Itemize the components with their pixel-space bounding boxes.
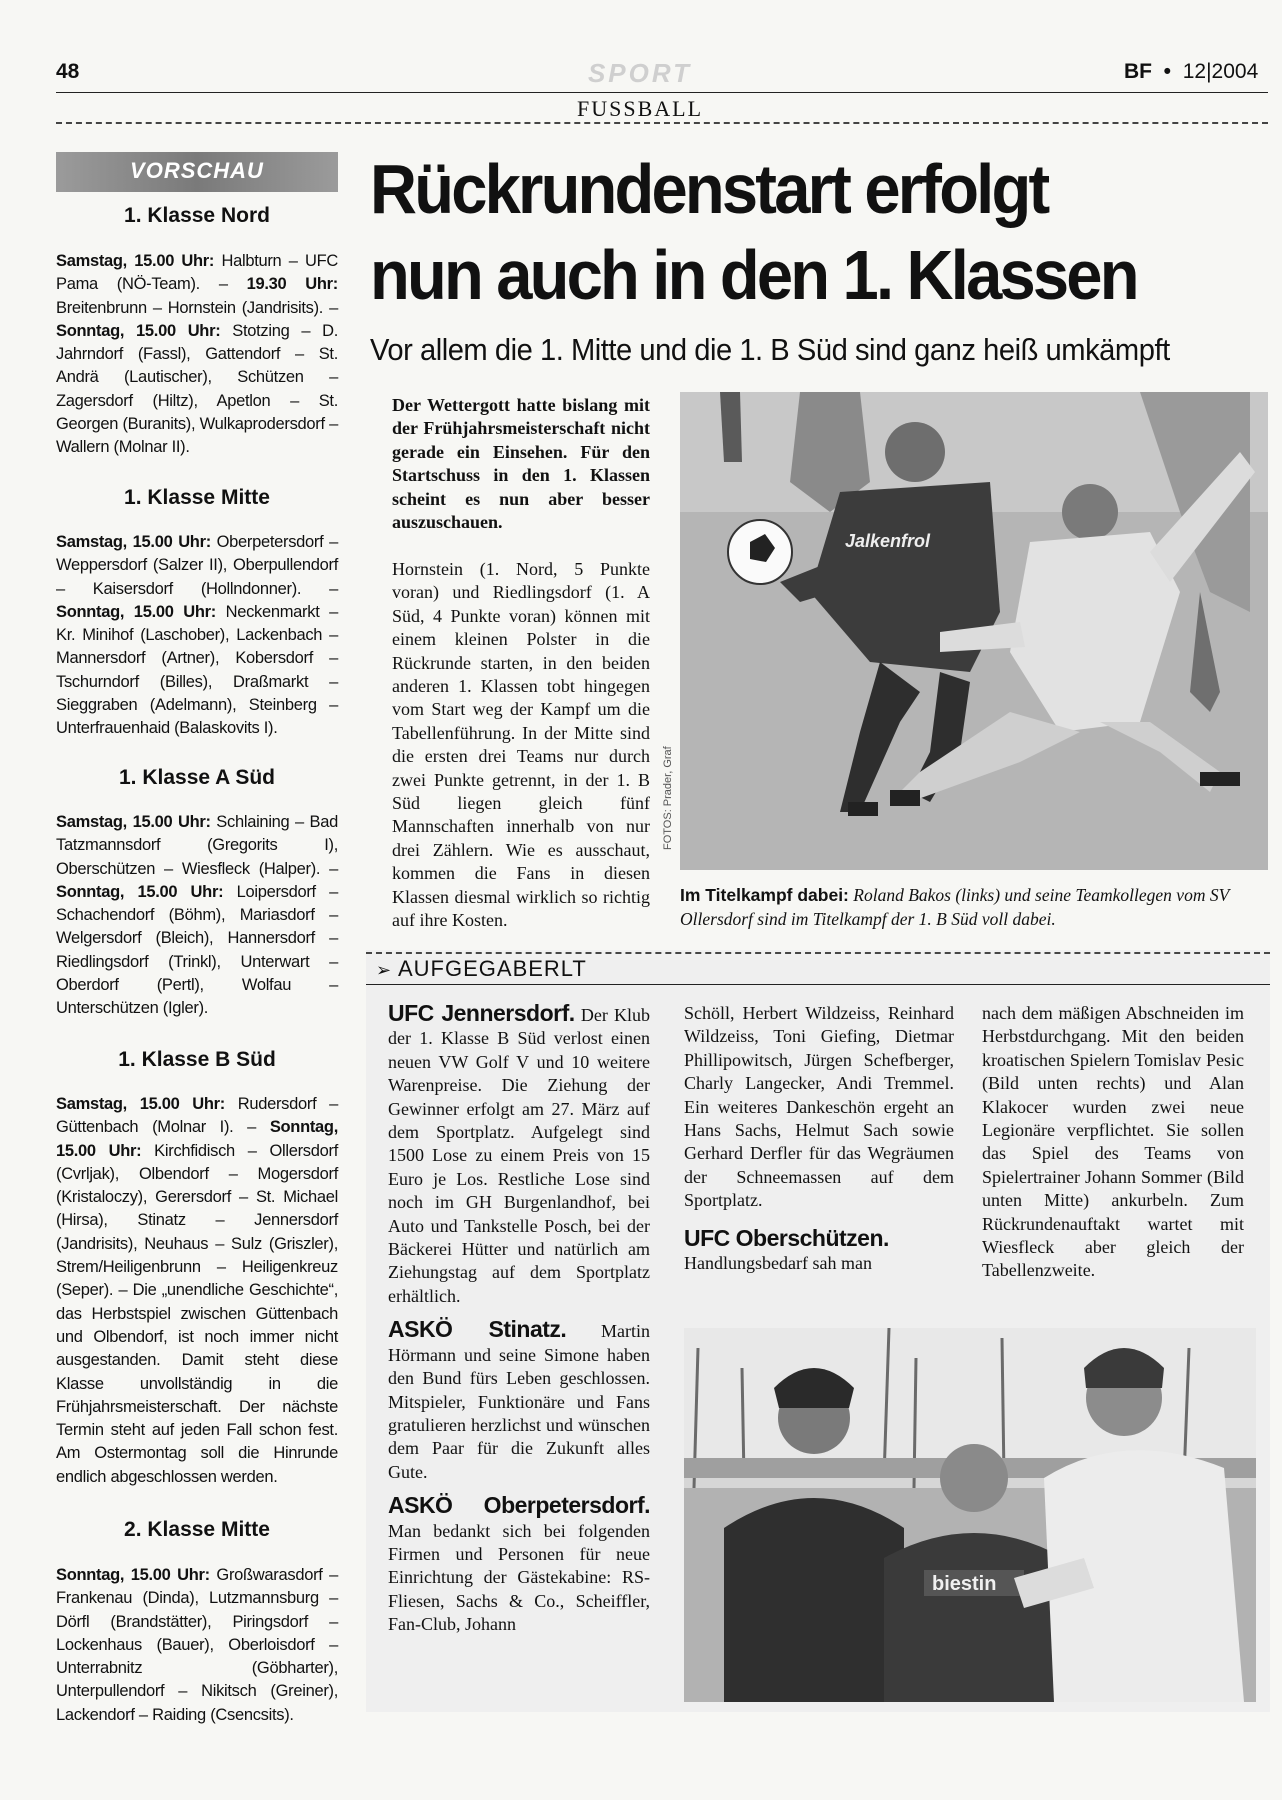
fixture-text: Oberpetersdorf – Weppersdorf (Salzer II), Oberpullendorf – Kaisersdorf (Hollndonner). –: [56, 533, 338, 598]
photo-credit: FOTOS: Prader, Graf: [662, 746, 674, 850]
jersey-sponsor-text: biestin: [932, 1573, 997, 1595]
bullet-separator: •: [1157, 60, 1177, 83]
fixture-time: Sonntag, 15.00 Uhr:: [56, 321, 221, 340]
club-name: UFC Jennersdorf.: [388, 1000, 575, 1026]
group-fixtures: [56, 1564, 338, 1727]
header-dashed-rule: [56, 122, 1268, 124]
subsection-title: FUSSBALL: [576, 96, 704, 121]
section-title: SPORT: [587, 58, 693, 88]
headline-line: nun auch in den 1. Klassen: [370, 236, 1137, 314]
fixture-time: Samstag, 15.00 Uhr:: [56, 813, 211, 831]
club-item: [388, 1002, 650, 1308]
group-heading: 1. Klasse Nord: [124, 204, 270, 227]
aufgegabelt-dashed-rule: [366, 952, 1270, 954]
club-name: ASKÖ Stinatz.: [388, 1316, 567, 1343]
column-text: Handlungsbedarf sah man: [684, 1253, 872, 1274]
issue-number: 12|2004: [1182, 60, 1259, 83]
aufgegabelt-column-3: nach dem mäßigen Abschneiden im Herbstdurchgang. Mit den beiden kroatischen Spielern Tomislav Pesic (Bild unten rechts) und Alan Klakocer wurden zwei neue Legionäre verpflichtet. Sie sollen das Spiel des Teams von Spielertrainer Johann Sommer (Bild unten Mitte) ankurbeln. Zum Rückrundenauftakt wartet mit Wiesfleck aber gleich der Tabellenzweite.: [982, 1003, 1244, 1281]
fixture-text: Breitenbrunn – Hornstein (Jandrisits). –: [56, 298, 338, 317]
fixture-time: Sonntag, 15.00 Uhr:: [56, 1118, 338, 1160]
group-heading: 1. Klasse A Süd: [118, 766, 275, 789]
headline-line: Rückrundenstart erfolgt: [370, 150, 1048, 228]
match-photo-illustration: [680, 392, 1268, 870]
fixture-text: Stotzing – D. Jahrndorf (Fassl), Gattendorf – St. Andrä (Lautischer), Schützen – Zagersdorf (Hiltz), Apetlon – St. Georgen (Buranits), Wulkaprodersdorf – Wallern (Molnar II).: [56, 321, 338, 457]
group-heading: 1. Klasse Mitte: [124, 486, 270, 509]
header-rule: [56, 92, 1268, 93]
fixture-time: Samstag, 15.00 Uhr:: [56, 1095, 225, 1113]
aufgegabelt-header: [376, 956, 587, 982]
caption-text: Roland Bakos (links) und seine Teamkollegen vom SV Ollersdorf sind im Titelkampf der 1. B Süd voll dabei.: [680, 885, 1229, 929]
aufgegabelt-rule: [366, 984, 1270, 985]
article-lead: Der Wettergott hatte bislang mit der Frühjahrsmeisterschaft nicht gerade ein Einsehen. Für den Startschuss in den 1. Klassen scheint es nun aber besser auszuschauen.: [392, 395, 650, 533]
publication-name: BF: [1124, 60, 1152, 83]
vorschau-banner: [56, 152, 338, 192]
club-text: Man bedankt sich bei folgenden Firmen und Personen für neue Einrichtung der Gästekabine: RS-Fliesen, Sachs & Co., Scheiffler, Fan-Club, Johann: [388, 1520, 650, 1635]
page-number: 48: [56, 60, 80, 83]
group-fixtures: [56, 250, 338, 460]
group-fixtures: [56, 531, 338, 741]
aufgegabelt-column-1: [388, 1002, 650, 1637]
club-text: Der Klub der 1. Klasse B Süd verlost einen neuen VW Golf V und 10 weitere Warenpreise. Die Ziehung der Gewinner erfolgt am 27. März auf dem Sportplatz. Aufgelegt sind 1500 Lose zu einem Preis von 15 Euro je Los. Restliche Lose sind noch im GH Burgenlandhof, bei Auto und Tankstelle Posch, bei der Bäckerei Hütter und natürlich am Ziehungstag auf dem Sportplatz erhältlich.: [388, 1005, 650, 1306]
article-headline: [370, 146, 1188, 318]
club-name: ASKÖ Oberpetersdorf.: [388, 1492, 650, 1519]
fixture-time: Sonntag, 15.00 Uhr:: [56, 882, 224, 901]
column-text: Schöll, Herbert Wildzeiss, Reinhard Wildzeiss, Toni Giefing, Dietmar Phillipowitsch, Jürgen Schefberger, Charly Langecker, Andi Tremmel. Ein weiteres Dankeschön ergeht an Hans Sachs, Helmut Sach sowie Gerhard Derfler für das Wegräumen der Schneemassen auf dem Sportplatz.: [684, 1003, 954, 1211]
publication-info: [1124, 60, 1258, 84]
fixture-text: Kirchfidisch – Ollersdorf (Cvrljak), Olbendorf – Mogersdorf (Kristaloczy), Gerersdorf – St. Michael (Hirsa), Stinatz – Jennersdorf (Jandrisits), Neuhaus – Sulz (Griszler), Strem/Heiligenbrunn – Heiligenkreuz (Seper). – Die „unendliche Geschichte“, das Herbstspiel zwischen Güttenbach und Olbendorf, ist noch immer nicht ausgestanden. Damit steht diese Klasse unvollständig in die Frühjahrsmeisterschaft. Der nächste Termin steht auf jeden Fall schon fest. Am Ostermontag soll die Hinrunde endlich abgeschlossen werden.: [56, 1141, 338, 1486]
club-item: [388, 1494, 650, 1636]
arrow-icon: ➢: [376, 960, 393, 980]
aufgegabelt-label: AUFGEGABERLT: [398, 956, 587, 981]
group-heading: 2. Klasse Mitte: [124, 1518, 270, 1541]
fixture-time: Sonntag, 15.00 Uhr:: [56, 1566, 210, 1584]
club-text: Martin Hörmann und seine Simone haben den Bund fürs Leben geschlossen. Mitspieler, Funktionäre und Fans gratulieren herzlichst und wünschen dem Paar für die Zukunft alles Gute.: [388, 1321, 650, 1482]
team-photo: [684, 1328, 1256, 1702]
fixture-text: Neckenmarkt – Kr. Minihof (Laschober), Lackenbach – Mannersdorf (Artner), Kobersdorf – Tschurndorf (Billes), Draßmarkt – Sieggraben (Adelmann), Steinberg – Unterfrauenhaid (Balaskovits I).: [56, 602, 338, 738]
club-item: [388, 1318, 650, 1484]
vorschau-label: VORSCHAU: [130, 158, 264, 183]
caption-lead: Im Titelkampf dabei:: [680, 885, 849, 905]
group-heading: 1. Klasse B Süd: [118, 1048, 276, 1071]
team-photo-illustration: [684, 1328, 1256, 1702]
fixture-time: Samstag, 15.00 Uhr:: [56, 252, 215, 270]
article-body: Hornstein (1. Nord, 5 Punkte voran) und Riedlingsdorf (1. A Süd, 4 Punkte voran) können mit einem kleinen Polster in die Rückrunde starten, in den beiden anderen 1. Klassen tobt hingegen vom Start weg der Kampf um die Tabellenführung. In der Mitte sind die ersten drei Teams nur durch zwei Punkte getrennt, in der 1. B Süd liegen gleich fünf Mannschaften innerhalb von nur drei Zählern. Wie es ausschaut, kommen die Fans in diesen Klassen diesmal wirklich so richtig auf ihre Kosten.: [392, 559, 650, 931]
fixture-text: Loipersdorf – Schachendorf (Böhm), Mariasdorf – Welgersdorf (Bleich), Hannersdorf – Riedlingsdorf (Trinkl), Unterwart – Oberdorf (Pertl), Wolfau – Unterschützen (Igler).: [56, 882, 338, 1018]
fixture-text: Großwarasdorf – Frankenau (Dinda), Lutzmannsburg – Dörfl (Brandstätter), Piringsdorf – Lockenhaus (Bauer), Oberloisdorf – Unterrabnitz (Göbharter), Unterpullendorf – Nikitsch (Greiner), Lackendorf – Raiding (Csencsits).: [56, 1566, 339, 1724]
fixture-time: Samstag, 15.00 Uhr:: [56, 533, 211, 551]
fixture-text: Schlaining – Bad Tatzmannsdorf (Gregorits I), Oberschützen – Wiesfleck (Halper). –: [56, 813, 338, 878]
group-fixtures: [56, 1093, 338, 1489]
jersey-sponsor-text: Jalkenfrol: [845, 531, 931, 551]
group-fixtures: [56, 811, 338, 1021]
fixture-text: Rudersdorf – Güttenbach (Molnar I). –: [56, 1095, 338, 1137]
article-subheadline: Vor allem die 1. Mitte und die 1. B Süd sind ganz heiß umkämpft: [370, 332, 1170, 367]
match-photo: [680, 392, 1268, 870]
aufgegabelt-column-2: [684, 1002, 954, 1275]
fixture-time: Sonntag, 15.00 Uhr:: [56, 602, 216, 621]
fixture-text: Halbturn – UFC Pama (NÖ-Team). –: [56, 252, 338, 294]
club-name: UFC Oberschützen.: [684, 1224, 889, 1251]
photo-caption: [680, 884, 1240, 931]
fixture-time: 19.30 Uhr:: [246, 275, 338, 294]
